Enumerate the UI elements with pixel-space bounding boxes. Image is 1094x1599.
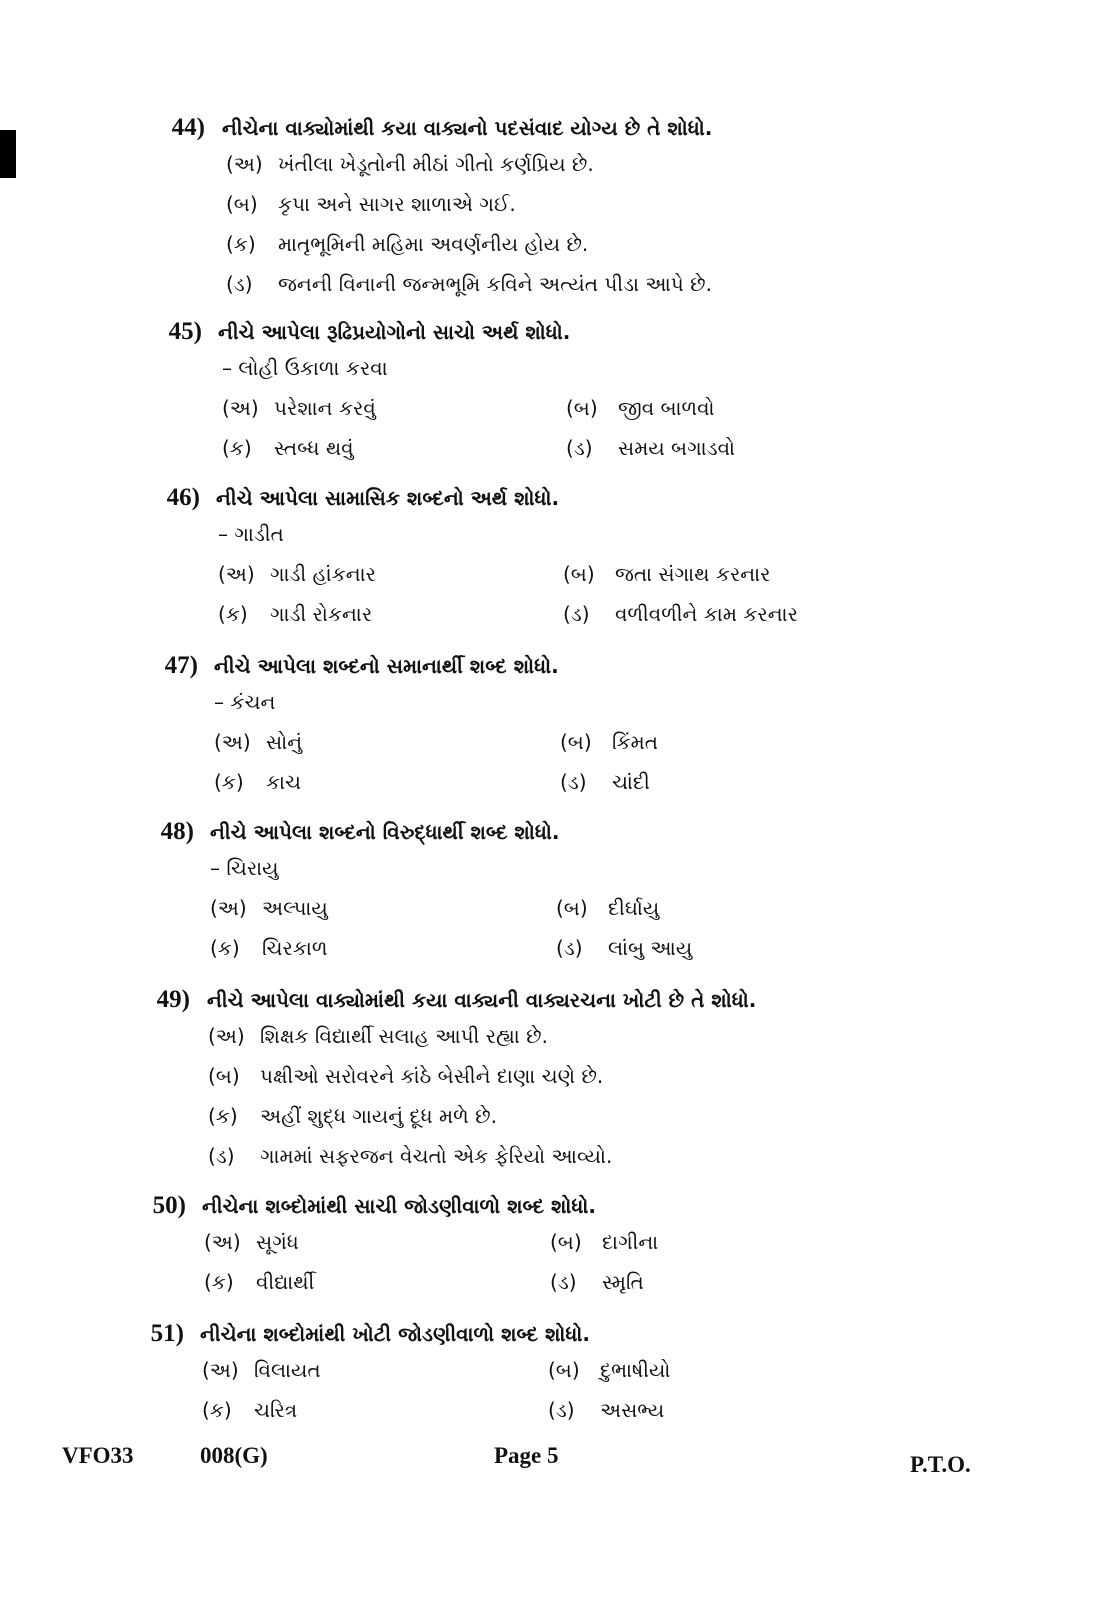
question-text: નીચે આપેલા શબ્દનો વિરુદ્ધાર્થી શબ્દ શોધો. — [210, 820, 560, 844]
option-a: (અ) પરેશાન કરવું — [222, 396, 376, 420]
option-b: (બ) દાગીના — [550, 1230, 659, 1254]
option-c: (ક) વીદ્યાર્થી — [204, 1270, 315, 1294]
option-c: (ક) અહીં શુદ્ધ ગાયનું દૂધ મળે છે. — [208, 1104, 497, 1128]
option-c: (ક) ગાડી રોકનાર — [218, 602, 373, 626]
question-number: 49) — [156, 986, 190, 1013]
option-d: (ડ) ગામમાં સફરજન વેચતો એક ફેરિયો આવ્યો. — [208, 1144, 613, 1168]
option-a: (અ) ગાડી હાંકનાર — [218, 562, 376, 586]
question-text: નીચે આપેલા રૂઢિપ્રયોગોનો સાચો અર્થ શોધો. — [218, 320, 571, 344]
option-b: (બ) કૃપા અને સાગર શાળાએ ગઈ. — [226, 192, 516, 216]
option-d: (ડ) લાંબુ આયુ — [556, 936, 693, 960]
question-number: 47) — [164, 652, 198, 679]
question-number: 44) — [171, 114, 205, 141]
question-50 — [0, 1190, 1094, 1310]
footer-paper: 008(G) — [200, 1443, 268, 1468]
option-d: (ડ) જનની વિનાની જન્મભૂમિ કવિને અત્યંત પીડા આપે છે. — [226, 272, 712, 296]
option-d: (ડ) વળીવળીને કામ કરનાર — [563, 602, 798, 626]
question-46 — [0, 482, 1094, 642]
option-b: (બ) કિંમત — [560, 730, 659, 754]
question-number: 50) — [152, 1192, 186, 1219]
question-49 — [0, 984, 1094, 1184]
footer-pto: P.T.O. — [910, 1452, 971, 1477]
question-text: નીચેના વાક્યોમાંથી કયા વાક્યનો પદસંવાદ યોગ્ય છે તે શોધો. — [222, 116, 713, 140]
given-word: – ગાડીત — [218, 522, 284, 546]
option-c: (ક) કાચ — [214, 770, 302, 794]
footer-page: Page 5 — [494, 1443, 559, 1468]
option-d: (ડ) સ્મૃતિ — [550, 1270, 644, 1294]
question-45 — [0, 316, 1094, 476]
option-c: (ક) ચિરકાળ — [210, 936, 328, 960]
question-text: નીચે આપેલા શબ્દનો સમાનાર્થી શબ્દ શોધો. — [214, 654, 559, 678]
option-c: (ક) માતૃભૂમિની મહિમા અવર્ણનીય હોય છે. — [226, 232, 589, 256]
question-47 — [0, 650, 1094, 810]
given-word: – ચિરાયુ — [210, 856, 279, 880]
option-d: (ડ) ચાંદી — [560, 770, 650, 794]
question-text: નીચેના શબ્દોમાંથી સાચી જોડણીવાળો શબ્દ શોધો. — [202, 1194, 597, 1218]
question-text: નીચે આપેલા વાક્યોમાંથી કયા વાક્યની વાક્યરચના ખોટી છે તે શોધો. — [207, 988, 757, 1012]
question-number: 46) — [166, 484, 200, 511]
option-a: (અ) શિક્ષક વિદ્યાર્થી સલાહ આપી રહ્યા છે. — [208, 1024, 548, 1048]
question-48 — [0, 816, 1094, 976]
footer-code: VFO33 — [62, 1443, 134, 1468]
option-b: (બ) જતા સંગાથ કરનાર — [563, 562, 771, 586]
question-44 — [0, 112, 1094, 312]
option-c: (ક) ચરિત્ર — [202, 1398, 298, 1422]
question-number: 45) — [168, 318, 202, 345]
option-c: (ક) સ્તબ્ધ થવું — [222, 436, 354, 460]
given-word: – કંચન — [214, 690, 276, 714]
option-b: (બ) જીવ બાળવો — [566, 396, 715, 420]
option-b: (બ) દુભાષીયો — [548, 1358, 671, 1382]
option-a: (અ) સોનું — [214, 730, 303, 754]
option-a: (અ) સૂગંધ — [204, 1230, 299, 1254]
question-number: 48) — [160, 818, 194, 845]
option-d: (ડ) અસભ્ય — [548, 1398, 665, 1422]
option-b: (બ) પક્ષીઓ સરોવરને કાંઠે બેસીને દાણા ચણે છે. — [208, 1064, 604, 1088]
option-b: (બ) દીર્ઘાયુ — [556, 896, 660, 920]
question-number: 51) — [150, 1320, 184, 1347]
option-a: (અ) ખંતીલા ખેડૂતોની મીઠાં ગીતો કર્ણપ્રિય છે. — [226, 152, 594, 176]
option-d: (ડ) સમય બગાડવો — [566, 436, 736, 460]
question-text: નીચેના શબ્દોમાંથી ખોટી જોડણીવાળો શબ્દ શોધો. — [200, 1322, 590, 1346]
option-a: (અ) અલ્પાયુ — [210, 896, 328, 920]
given-word: – લોહી ઉકાળા કરવા — [222, 356, 388, 380]
question-text: નીચે આપેલા સામાસિક શબ્દનો અર્થ શોધો. — [216, 486, 560, 510]
option-a: (અ) વિલાયત — [202, 1358, 321, 1382]
question-51 — [0, 1318, 1094, 1438]
